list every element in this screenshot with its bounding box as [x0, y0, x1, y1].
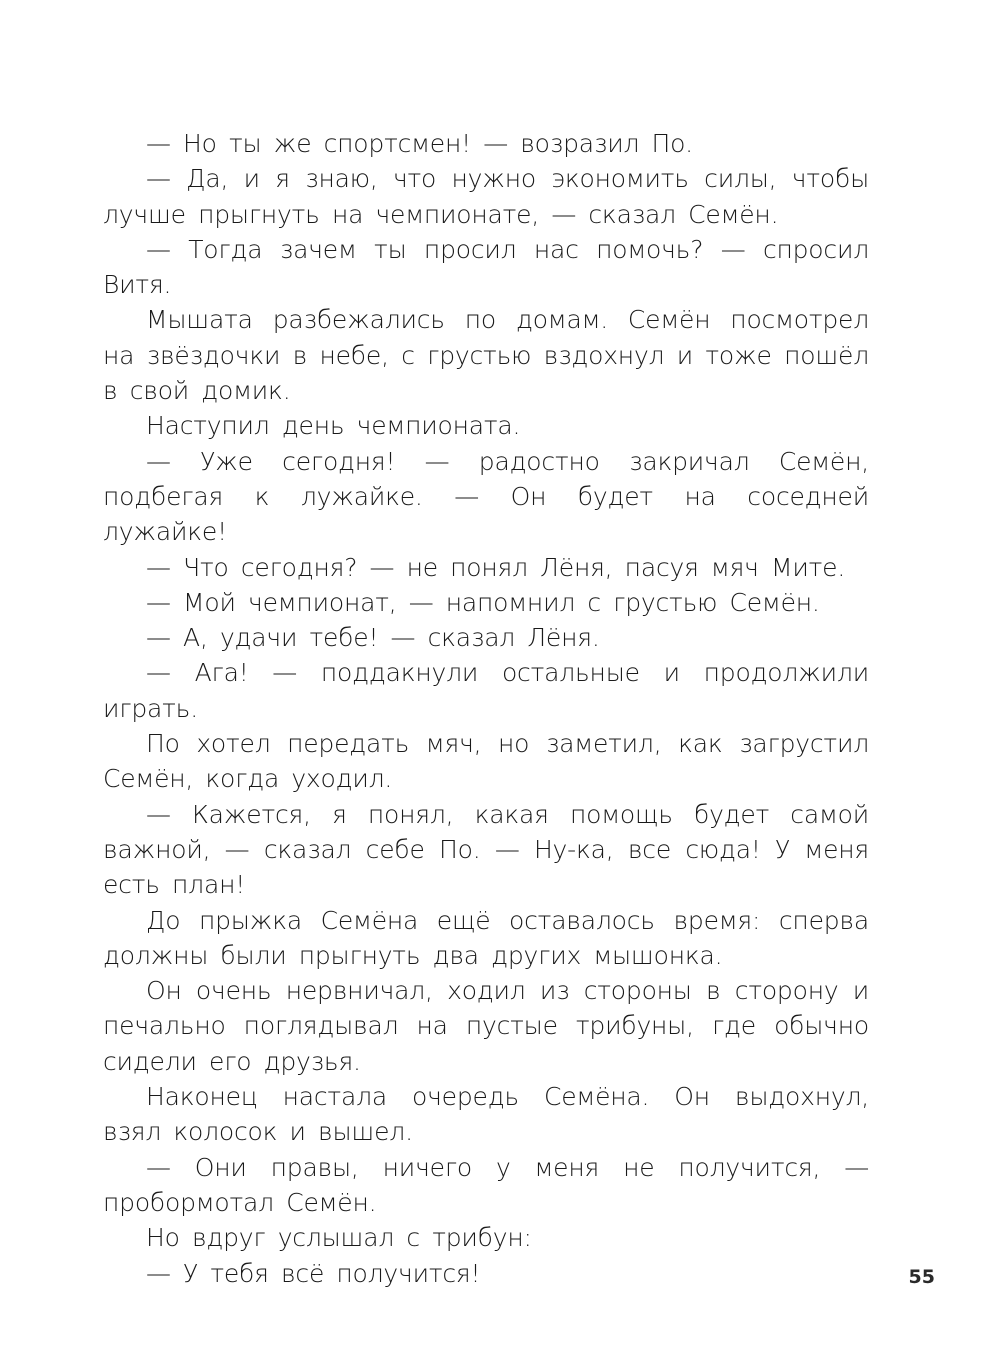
- paragraph: Но вдруг услышал с трибун:: [146, 1223, 532, 1253]
- body-text: [103, 126, 869, 1291]
- paragraph: Наконец настала очередь Семёна. Он выдохнул, взял колосок и вышел.: [103, 1082, 869, 1147]
- paragraph: — Да, и я знаю, что нужно экономить силы, чтобы лучше прыгнуть на чемпионате, — сказал Семён.: [103, 164, 869, 229]
- paragraph: — Что сегодня? — не понял Лёня, пасуя мяч Мите.: [146, 552, 846, 582]
- paragraph: — Мой чемпионат, — напомнил с грустью Семён.: [146, 587, 820, 617]
- paragraph: — Ага! — поддакнули остальные и продолжили играть.: [103, 658, 869, 723]
- paragraph: Мышата разбежались по домам. Семён посмотрел на звёздочки в небе, с грустью вздохнул и тоже пошёл в свой домик.: [103, 305, 869, 406]
- paragraph: По хотел передать мяч, но заметил, как загрустил Семён, когда уходил.: [103, 729, 869, 794]
- paragraph: — Но ты же спортсмен! — возразил По.: [146, 129, 693, 158]
- paragraph: — Кажется, я понял, какая помощь будет самой важной, — сказал себе По. — Ну-ка, все сюда! У меня есть план!: [103, 799, 869, 900]
- paragraph: — Уже сегодня! — радостно закричал Семён, подбегая к лужайке. — Он будет на соседней лужайке!: [103, 446, 869, 547]
- paragraph: До прыжка Семёна ещё оставалось время: сперва должны были прыгнуть два других мышонка.: [103, 905, 869, 970]
- paragraph: — Тогда зачем ты просил нас помочь? — спросил Витя.: [103, 234, 869, 300]
- paragraph: — У тебя всё получится!: [146, 1258, 481, 1288]
- paragraph: Он очень нервничал, ходил из стороны в сторону и печально поглядывал на пустые трибуны, где обычно сидели его друзья.: [103, 976, 869, 1076]
- paragraph: Наступил день чемпионата.: [146, 411, 521, 441]
- paragraph: — А, удачи тебе! — сказал Лёня.: [146, 623, 600, 653]
- page-number: 55: [908, 1266, 935, 1288]
- paragraph: — Они правы, ничего у меня не получится, — пробормотал Семён.: [103, 1152, 869, 1217]
